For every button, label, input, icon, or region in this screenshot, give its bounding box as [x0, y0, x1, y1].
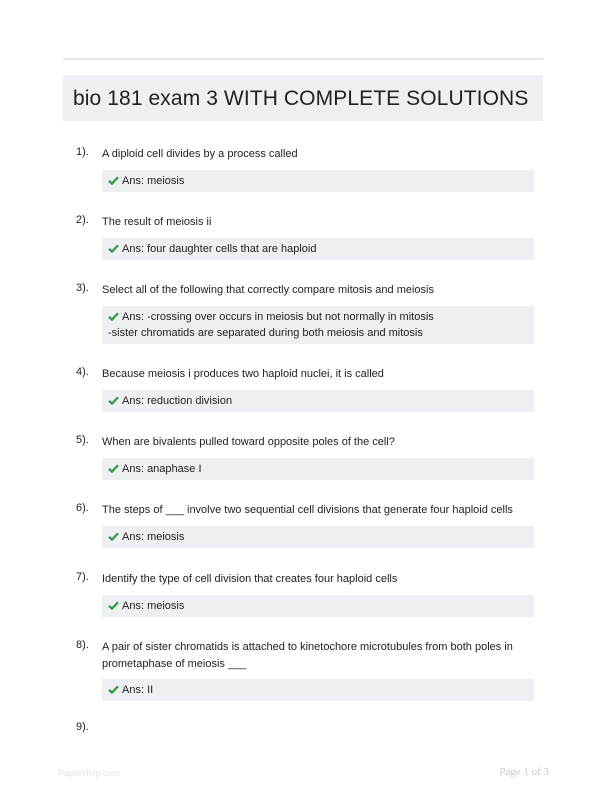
question-number: 3).	[76, 282, 89, 294]
answer-text: Ans: anaphase I	[122, 463, 202, 475]
question-number: 9).	[76, 721, 89, 733]
check-icon	[108, 601, 119, 610]
answer-text: Ans: -crossing over occurs in meiosis but not normally in mitosis	[122, 311, 434, 323]
answer-box	[102, 390, 534, 412]
check-icon	[108, 244, 119, 253]
answer-text: Ans: meiosis	[122, 531, 185, 543]
question-text: The steps of ___ involve two sequential cell divisions that generate four haploid cells	[102, 504, 513, 516]
question-text: A diploid cell divides by a process called	[102, 148, 298, 160]
question-number: 4).	[76, 366, 89, 378]
question-text: Because meiosis i produces two haploid nuclei, it is called	[102, 368, 384, 380]
question-number: 5).	[76, 434, 89, 446]
question-text: The result of meiosis ii	[102, 216, 212, 228]
answer-text: Ans: meiosis	[122, 600, 185, 612]
answer-text: Ans: II	[122, 684, 154, 696]
answer-text: Ans: reduction division	[122, 395, 233, 407]
question-number: 2).	[76, 214, 89, 226]
check-icon	[108, 396, 119, 405]
answer-box	[102, 595, 534, 617]
question-text: A pair of sister chromatids is attached to kinetochore microtubules from both poles in prometaphase of meiosis ___	[102, 641, 513, 670]
question-text: When are bivalents pulled toward opposite poles of the cell?	[102, 436, 395, 448]
check-icon	[108, 464, 119, 473]
check-icon	[108, 312, 119, 321]
answer-box	[102, 238, 534, 260]
answer-box	[102, 679, 534, 701]
question-number: 7).	[76, 571, 89, 583]
answer-text: Ans: four daughter cells that are haploid	[122, 243, 317, 255]
page-indicator: Page 1 of 3	[499, 766, 549, 778]
title-bar	[63, 75, 543, 121]
check-icon	[108, 176, 119, 185]
question-number: 8).	[76, 639, 89, 651]
question-number: 1).	[76, 146, 89, 158]
check-icon	[108, 532, 119, 541]
answer-text-continued: -sister chromatids are separated during both meiosis and mitosis	[108, 327, 423, 339]
top-divider	[63, 58, 543, 60]
document-title: bio 181 exam 3 WITH COMPLETE SOLUTIONS	[73, 87, 529, 110]
check-icon	[108, 685, 119, 694]
answer-box	[102, 526, 534, 548]
question-text: Select all of the following that correctly compare mitosis and meiosis	[102, 284, 434, 296]
question-text: Identify the type of cell division that creates four haploid cells	[102, 573, 398, 585]
answer-box	[102, 170, 534, 192]
footer-watermark: PaperHelp.com	[58, 768, 121, 778]
answer-text: Ans: meiosis	[122, 175, 185, 187]
question-number: 6).	[76, 502, 89, 514]
answer-box	[102, 306, 534, 344]
answer-box	[102, 458, 534, 480]
